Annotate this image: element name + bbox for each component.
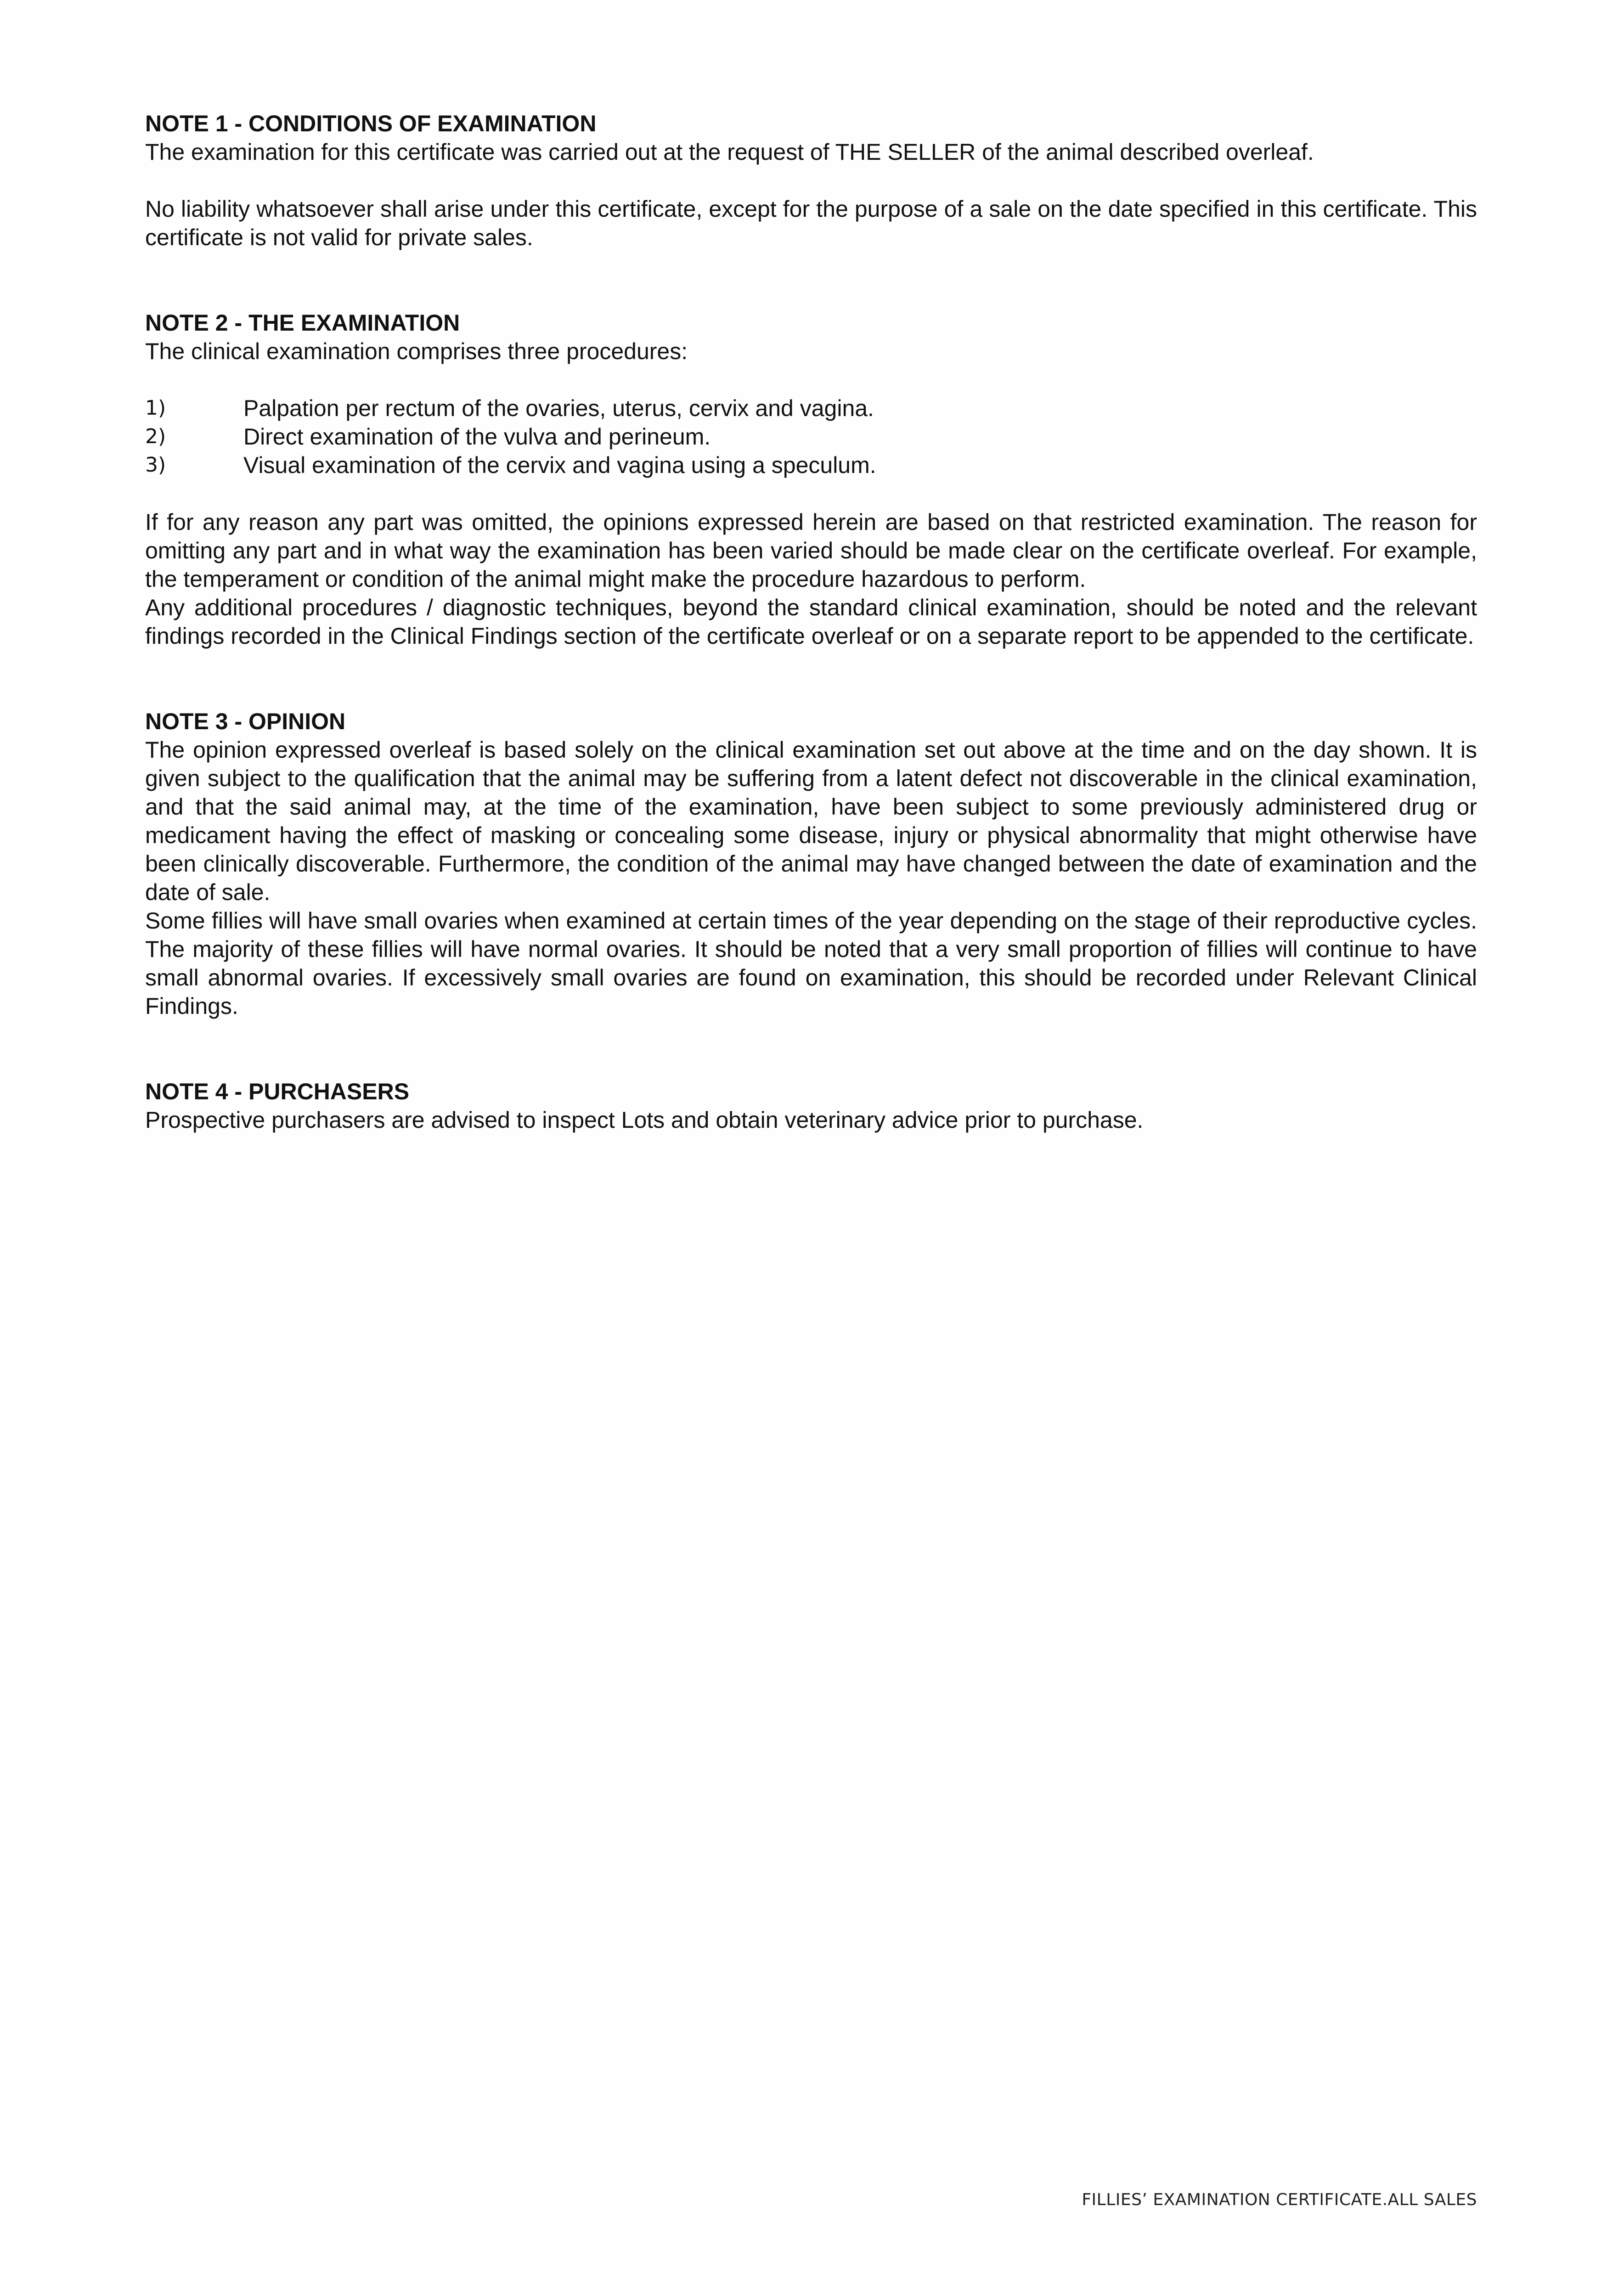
list-item-number: 1) xyxy=(145,396,166,420)
note-1-section xyxy=(145,109,1477,252)
note-3-section xyxy=(145,707,1477,1020)
list-item-text: Direct examination of the vulva and perineum. xyxy=(243,424,711,450)
list-item-number: 3) xyxy=(145,453,166,477)
note-1-heading: NOTE 1 - CONDITIONS OF EXAMINATION xyxy=(145,111,597,136)
note-3-heading: NOTE 3 - OPINION xyxy=(145,709,346,734)
note-1-paragraph-2: No liability whatsoever shall arise under this certificate, except for the purpose of a sale on the date specified in this certificate. This certificate is not valid for private sales. xyxy=(145,196,1477,250)
note-2-section xyxy=(145,309,1477,650)
note-1-paragraph-1: The examination for this certificate was carried out at the request of THE SELLER of the animal described overleaf. xyxy=(145,139,1314,165)
note-4-paragraph-1: Prospective purchasers are advised to inspect Lots and obtain veterinary advice prior to purchase. xyxy=(145,1107,1144,1133)
page-footer: FILLIES’ EXAMINATION CERTIFICATE.ALL SALES xyxy=(1082,2190,1477,2209)
list-item-text: Visual examination of the cervix and vagina using a speculum. xyxy=(243,452,876,478)
note-2-paragraph-1: If for any reason any part was omitted, the opinions expressed herein are based on that restricted examination. The reason for omitting any part and in what way the examination has been varied should be made clear on the certificate overleaf. For example, the temperament or condition of the animal might make the procedure hazardous to perform. xyxy=(145,509,1477,592)
list-item-number: 2) xyxy=(145,425,166,448)
document-body xyxy=(145,109,1477,1134)
list-item-text: Palpation per rectum of the ovaries, uterus, cervix and vagina. xyxy=(243,395,874,421)
note-2-intro: The clinical examination comprises three procedures: xyxy=(145,338,688,364)
note-4-heading: NOTE 4 - PURCHASERS xyxy=(145,1079,410,1104)
list-item xyxy=(145,394,1477,422)
note-3-paragraph-1: The opinion expressed overleaf is based solely on the clinical examination set out above at the time and on the day shown. It is given subject to the qualification that the animal may be suffering from a latent defect not discoverable in the clinical examination, and that the said animal may, at the time of the examination, have been subject to some previously administered drug or medicament having the effect of masking or concealing some disease, injury or physical abnormality that might otherwise have been clinically discoverable. Furthermore, the condition of the animal may have changed between the date of examination and the date of sale. xyxy=(145,737,1477,905)
note-4-section xyxy=(145,1077,1477,1134)
list-item xyxy=(145,451,1477,479)
list-item xyxy=(145,422,1477,451)
note-3-paragraph-2: Some fillies will have small ovaries when examined at certain times of the year depending on the stage of their reproductive cycles. The majority of these fillies will have normal ovaries. It should be noted that a very small proportion of fillies will continue to have small abnormal ovaries. If excessively small ovaries are found on examination, this should be recorded under Relevant Clinical Findings. xyxy=(145,908,1477,1019)
note-2-heading: NOTE 2 - THE EXAMINATION xyxy=(145,310,460,336)
note-2-paragraph-2: Any additional procedures / diagnostic techniques, beyond the standard clinical examination, should be noted and the relevant findings recorded in the Clinical Findings section of the certificate overleaf or on a separate report to be appended to the certificate. xyxy=(145,595,1477,649)
procedures-list xyxy=(145,394,1477,479)
